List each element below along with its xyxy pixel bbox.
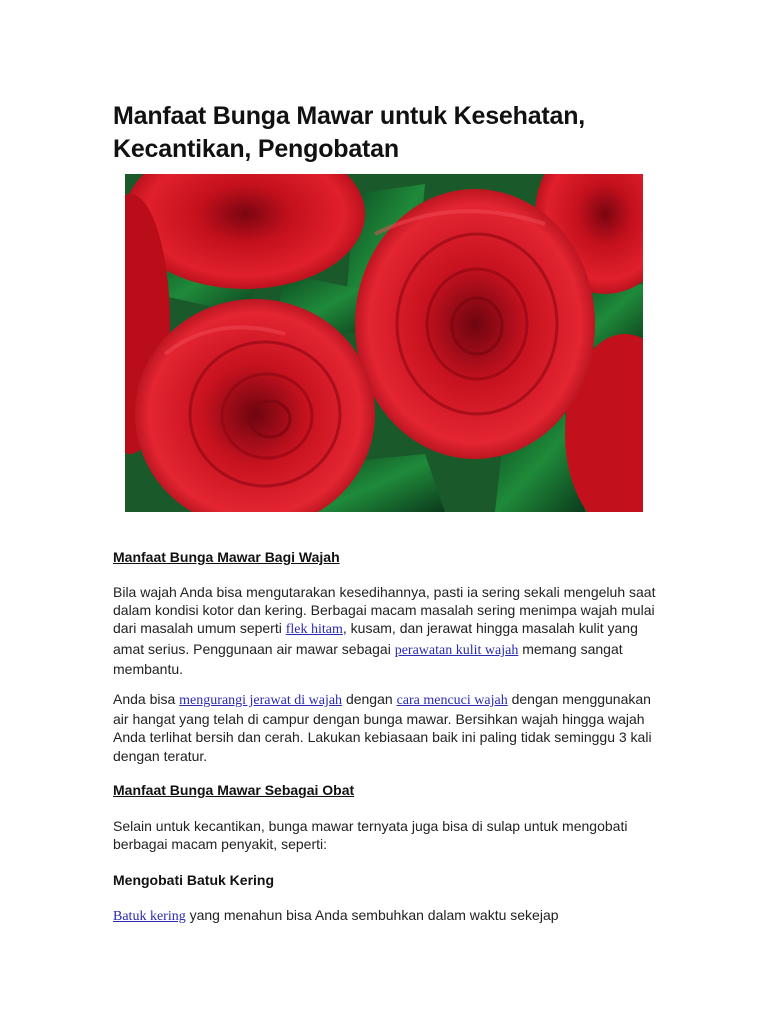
text-span: dengan menggunakan air hangat yang telah di campur dengan bunga mawar. Bersihkan wajah hingga wajah Anda terlihat bersih dan cerah. Lakukan kebiasaan baik ini paling tidak seminggu 3 kali dengan teratur. <box>113 691 652 764</box>
hero-image-roses <box>125 174 643 512</box>
link-mengurangi-jerawat[interactable]: mengurangi jerawat di wajah <box>179 693 343 708</box>
text-span: memang sangat membantu. <box>113 640 623 677</box>
text-span: yang menahun bisa Anda sembuhkan dalam waktu sekejap <box>185 907 559 923</box>
paragraph-wajah-1 <box>113 583 658 678</box>
section-heading-obat: Manfaat Bunga Mawar Sebagai Obat <box>113 782 355 798</box>
link-batuk-kering[interactable]: Batuk kering <box>113 909 186 924</box>
text-span: Anda bisa <box>113 691 180 707</box>
link-flek-hitam[interactable]: flek hitam <box>285 622 343 638</box>
paragraph-batuk-kering <box>113 906 658 926</box>
link-perawatan-kulit-wajah[interactable]: perawatan kulit wajah <box>394 642 519 658</box>
rose-illustration <box>125 174 643 512</box>
paragraph-obat-intro <box>113 817 658 853</box>
link-cara-mencuci-wajah[interactable]: cara mencuci wajah <box>396 693 508 708</box>
text-span: , kusam, dan jerawat hingga masalah kulit yang amat serius. Penggunaan air mawar sebagai <box>113 620 638 657</box>
page-title: Manfaat Bunga Mawar untuk Kesehatan, Kecantikan, Pengobatan <box>113 102 586 163</box>
subheading-batuk-kering: Mengobati Batuk Kering <box>113 872 275 888</box>
text-span: Bila wajah Anda bisa mengutarakan kesedihannya, pasti ia sering sekali mengeluh saat dalam kondisi kotor dan kering. Berbagai macam masalah sering menimpa wajah mulai dari masalah umum seperti <box>113 584 656 637</box>
section-heading-wajah: Manfaat Bunga Mawar Bagi Wajah <box>113 549 340 565</box>
text-span: Selain untuk kecantikan, bunga mawar ternyata juga bisa di sulap untuk mengobati berbagai macam penyakit, seperti: <box>113 818 628 853</box>
paragraph-wajah-2 <box>113 690 658 765</box>
text-span: dengan <box>342 691 397 707</box>
